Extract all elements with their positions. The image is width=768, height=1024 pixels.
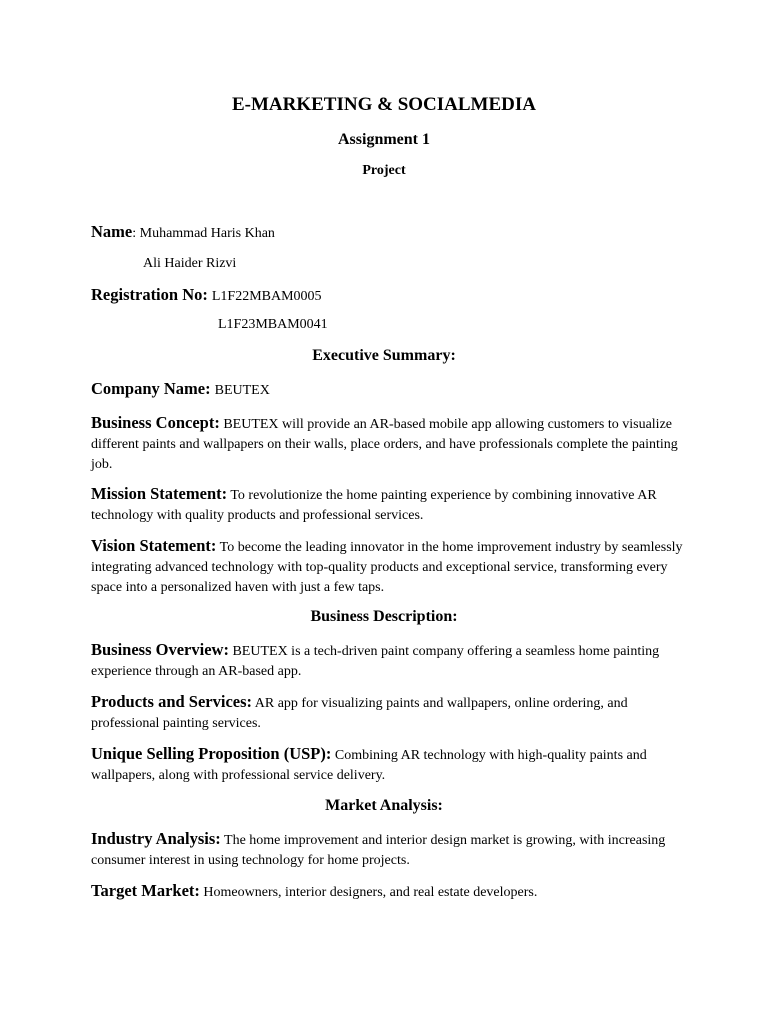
section-business-description: Business Description: [310, 608, 458, 625]
name-label: Name [91, 222, 133, 241]
business-concept-text: BEUTEX will provide an AR-based mobile app allowing customers to visualize different paints and wallpapers on their walls, place orders, and have professionals complete the painting job. [91, 417, 678, 472]
name-line [91, 222, 275, 244]
business-overview-paragraph [91, 640, 683, 682]
products-services-label: Products and Services: [91, 692, 253, 711]
section-executive-summary: Executive Summary: [312, 347, 456, 364]
business-concept-label: Business Concept: [91, 413, 220, 432]
products-services-paragraph [91, 692, 683, 734]
document-title: E-MARKETING & SOCIALMEDIA [231, 94, 537, 115]
project-label: Project [362, 163, 406, 178]
business-concept-paragraph [91, 413, 683, 475]
mission-statement-text: To revolutionize the home painting experience by combining innovative AR technology with quality products and professional services. [91, 488, 657, 523]
products-services-text: AR app for visualizing paints and wallpapers, online ordering, and professional painting services. [91, 696, 628, 731]
name-separator: : [132, 226, 140, 241]
name-primary: Muhammad Haris Khan [139, 226, 275, 241]
industry-analysis-paragraph [91, 829, 683, 871]
industry-analysis-label: Industry Analysis: [91, 829, 221, 848]
usp-paragraph [91, 744, 683, 786]
registration-label: Registration No: [91, 285, 208, 304]
mission-statement-paragraph [91, 484, 683, 526]
usp-label: Unique Selling Proposition (USP): [91, 744, 332, 763]
business-overview-text: BEUTEX is a tech-driven paint company offering a seamless home painting experience through an AR-based app. [91, 644, 660, 679]
company-name-label: Company Name: [91, 379, 211, 398]
assignment-subtitle: Assignment 1 [337, 131, 430, 148]
target-market-label: Target Market: [91, 881, 200, 900]
name-secondary: Ali Haider Rizvi [143, 256, 237, 271]
vision-statement-label: Vision Statement: [91, 536, 217, 555]
mission-statement-label: Mission Statement: [91, 484, 228, 503]
target-market-text: Homeowners, interior designers, and real estate developers. [203, 885, 538, 900]
registration-line [91, 285, 322, 307]
registration-secondary: L1F23MBAM0041 [218, 317, 328, 332]
company-name-value: BEUTEX [214, 383, 270, 398]
company-name-line [91, 379, 270, 401]
business-overview-label: Business Overview: [91, 640, 229, 659]
usp-text: Combining AR technology with high-quality paints and wallpapers, along with professional service delivery. [91, 748, 647, 783]
section-market-analysis: Market Analysis: [325, 797, 443, 814]
target-market-paragraph [91, 881, 683, 903]
registration-primary: L1F22MBAM0005 [211, 289, 322, 304]
vision-statement-text: To become the leading innovator in the home improvement industry by seamlessly integrating advanced technology with top-quality products and exceptional service, transforming every space into a personalized haven with just a few taps. [91, 540, 683, 595]
vision-statement-paragraph [91, 536, 683, 598]
industry-analysis-text: The home improvement and interior design market is growing, with increasing consumer interest in using technology for home projects. [91, 833, 666, 868]
